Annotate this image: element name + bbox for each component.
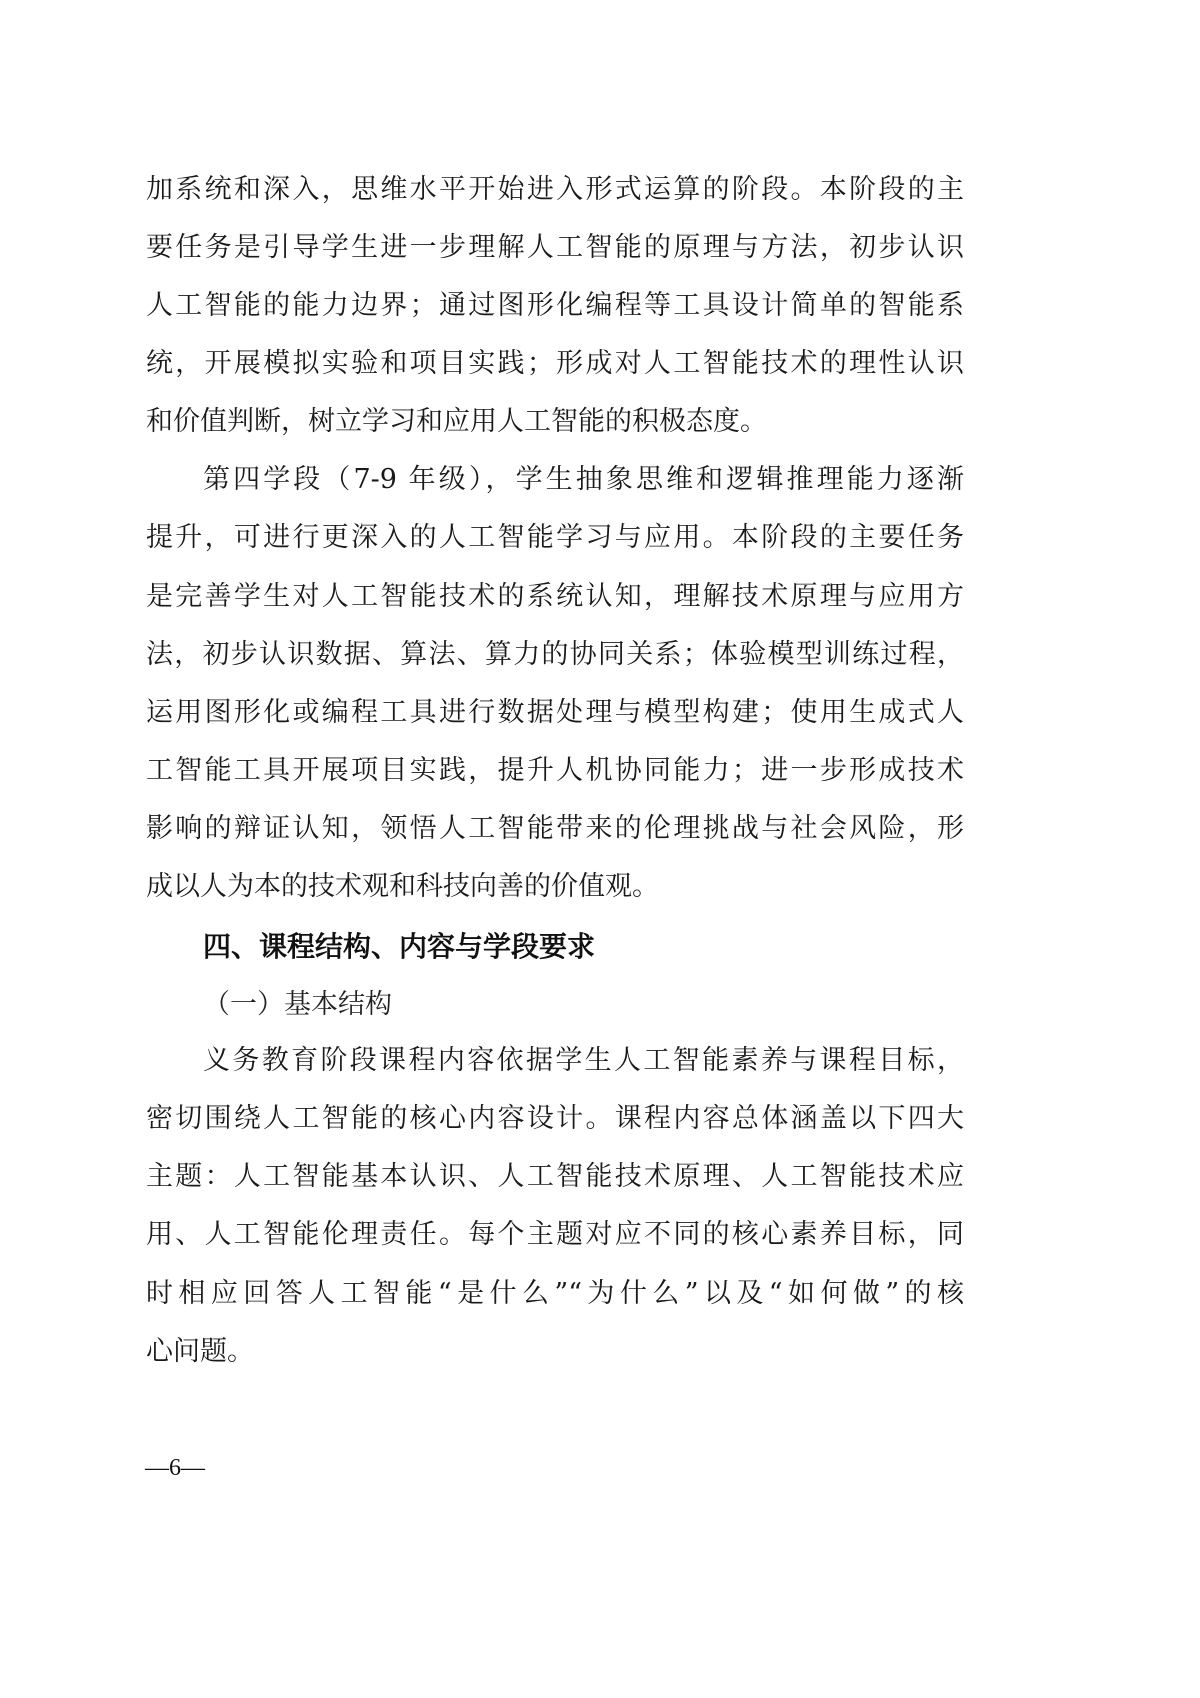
- paragraph-line: 成以人为本的技术观和科技向善的价值观。: [146, 871, 659, 902]
- paragraph-line: 心问题。: [146, 1336, 254, 1367]
- paragraph-line: 影响的辩证认知，领悟人工智能带来的伦理挑战与社会风险，形: [146, 813, 964, 844]
- paragraph-line: 加系统和深入，思维水平开始进入形式运算的阶段。本阶段的主: [146, 174, 964, 205]
- paragraph-line: 要任务是引导学生进一步理解人工智能的原理与方法，初步认识: [146, 232, 964, 263]
- paragraph-line: 是完善学生对人工智能技术的系统认知，理解技术原理与应用方: [146, 581, 964, 612]
- paragraph-line: 时相应回答人工智能“是什么”“为什么”以及“如何做”的核: [146, 1278, 964, 1309]
- subsection-heading: （一）基本结构: [203, 989, 392, 1020]
- paragraph-line: 第四学段（7-9 年级），学生抽象思维和逻辑推理能力逐渐: [203, 464, 964, 495]
- paragraph-line: 运用图形化或编程工具进行数据处理与模型构建；使用生成式人: [146, 697, 964, 728]
- paragraph-line: 统，开展模拟实验和项目实践；形成对人工智能技术的理性认识: [146, 348, 964, 379]
- paragraph-line: 义务教育阶段课程内容依据学生人工智能素养与课程目标，: [203, 1045, 964, 1076]
- page-number: —6—: [145, 1455, 205, 1481]
- paragraph-line: 工智能工具开展项目实践，提升人机协同能力；进一步形成技术: [146, 755, 964, 786]
- paragraph-line: 法，初步认识数据、算法、算力的协同关系；体验模型训练过程，: [146, 639, 964, 670]
- section-heading: 四、课程结构、内容与学段要求: [203, 930, 596, 963]
- paragraph-line: 用、人工智能伦理责任。每个主题对应不同的核心素养目标，同: [146, 1219, 964, 1250]
- paragraph-line: 和价值判断，树立学习和应用人工智能的积极态度。: [146, 406, 767, 437]
- paragraph-line: 提升，可进行更深入的人工智能学习与应用。本阶段的主要任务: [146, 522, 964, 553]
- paragraph-line: 主题：人工智能基本认识、人工智能技术原理、人工智能技术应: [146, 1161, 964, 1192]
- paragraph-line: 密切围绕人工智能的核心内容设计。课程内容总体涵盖以下四大: [146, 1103, 964, 1134]
- paragraph-line: 人工智能的能力边界；通过图形化编程等工具设计简单的智能系: [146, 290, 964, 321]
